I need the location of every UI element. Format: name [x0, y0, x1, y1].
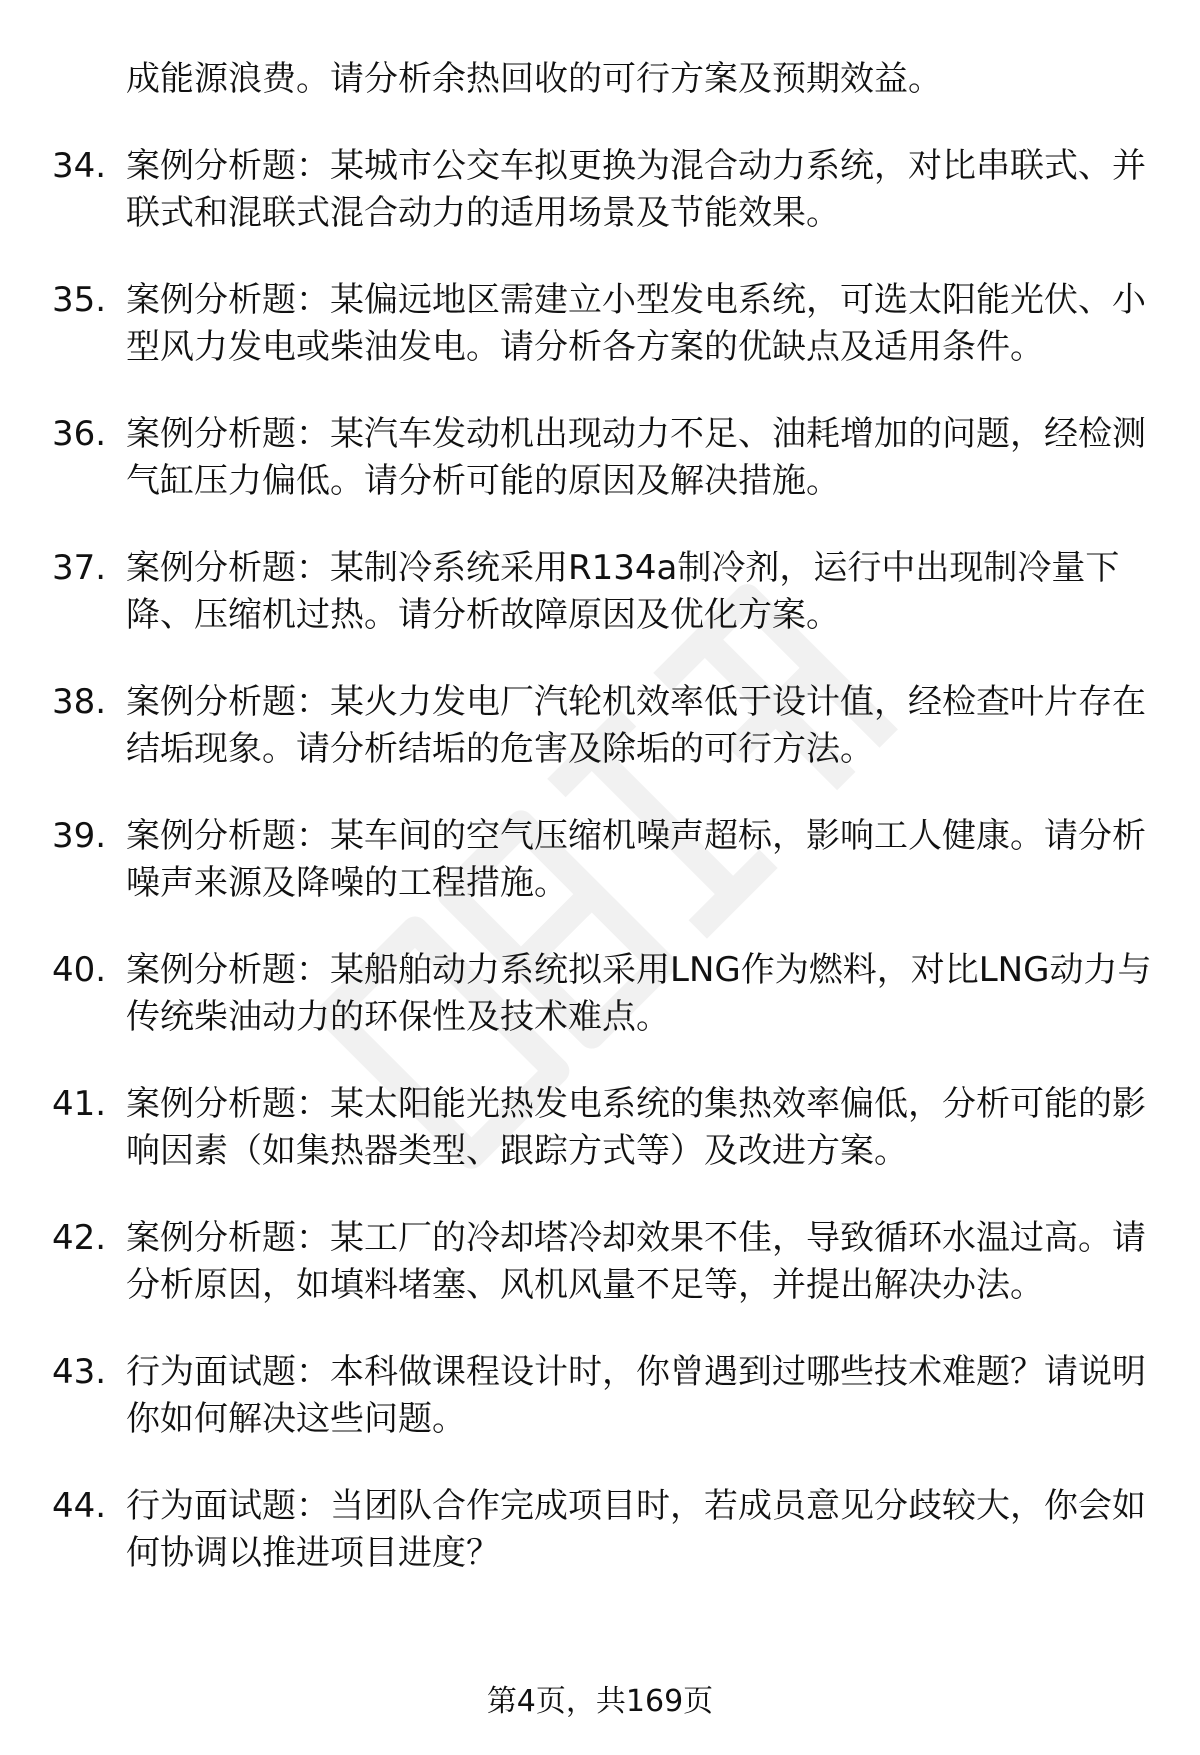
item-number: 40. [52, 950, 107, 990]
item-number: 35. [52, 280, 107, 320]
item-number: 36. [52, 414, 107, 454]
list-item [52, 277, 1152, 371]
item-number: 42. [52, 1218, 107, 1258]
item-text: 案例分析题：某太阳能光热发电系统的集热效率偏低，分析可能的影响因素（如集热器类型、跟踪方式等）及改进方案。 [126, 1084, 1146, 1171]
list-item [52, 545, 1152, 639]
item-text: 行为面试题：当团队合作完成项目时，若成员意见分歧较大，你会如何协调以推进项目进度？ [126, 1486, 1146, 1573]
item-number: 37. [52, 548, 107, 588]
list-item [52, 1483, 1152, 1577]
item-number: 39. [52, 816, 107, 856]
item-text: 案例分析题：某制冷系统采用R134a制冷剂，运行中出现制冷量下降、压缩机过热。请分析故障原因及优化方案。 [126, 548, 1120, 635]
continuation-text: 成能源浪费。请分析余热回收的可行方案及预期效益。 [126, 59, 942, 99]
item-text: 案例分析题：某火力发电厂汽轮机效率低于设计值，经检查叶片存在结垢现象。请分析结垢的危害及除垢的可行方法。 [126, 682, 1146, 769]
item-text: 案例分析题：某车间的空气压缩机噪声超标，影响工人健康。请分析噪声来源及降噪的工程措施。 [126, 816, 1146, 903]
list-item [52, 1081, 1152, 1175]
item-number: 41. [52, 1084, 107, 1124]
item-text: 案例分析题：某船舶动力系统拟采用LNG作为燃料，对比LNG动力与传统柴油动力的环保性及技术难点。 [126, 950, 1152, 1037]
item-number: 43. [52, 1352, 107, 1392]
item-text: 案例分析题：某偏远地区需建立小型发电系统，可选太阳能光伏、小型风力发电或柴油发电。请分析各方案的优缺点及适用条件。 [126, 280, 1146, 367]
list-item [52, 1215, 1152, 1309]
item-number: 34. [52, 146, 107, 186]
list-item [52, 813, 1152, 907]
item-text: 案例分析题：某工厂的冷却塔冷却效果不佳，导致循环水温过高。请分析原因，如填料堵塞、风机风量不足等，并提出解决办法。 [126, 1218, 1146, 1305]
list-item [52, 143, 1152, 237]
list-item [52, 947, 1152, 1041]
item-text: 行为面试题：本科做课程设计时，你曾遇到过哪些技术难题？请说明你如何解决这些问题。 [126, 1352, 1146, 1439]
item-number: 38. [52, 682, 107, 722]
list-item [52, 679, 1152, 773]
item-text: 案例分析题：某汽车发动机出现动力不足、油耗增加的问题，经检测气缸压力偏低。请分析可能的原因及解决措施。 [126, 414, 1146, 501]
page-footer: 第4页，共169页 [486, 1684, 714, 1719]
list-item [52, 411, 1152, 505]
list-item [52, 1349, 1152, 1443]
question-list [52, 56, 1152, 1617]
item-number: 44. [52, 1486, 107, 1526]
item-text: 案例分析题：某城市公交车拟更换为混合动力系统，对比串联式、并联式和混联式混合动力的适用场景及节能效果。 [126, 146, 1146, 233]
